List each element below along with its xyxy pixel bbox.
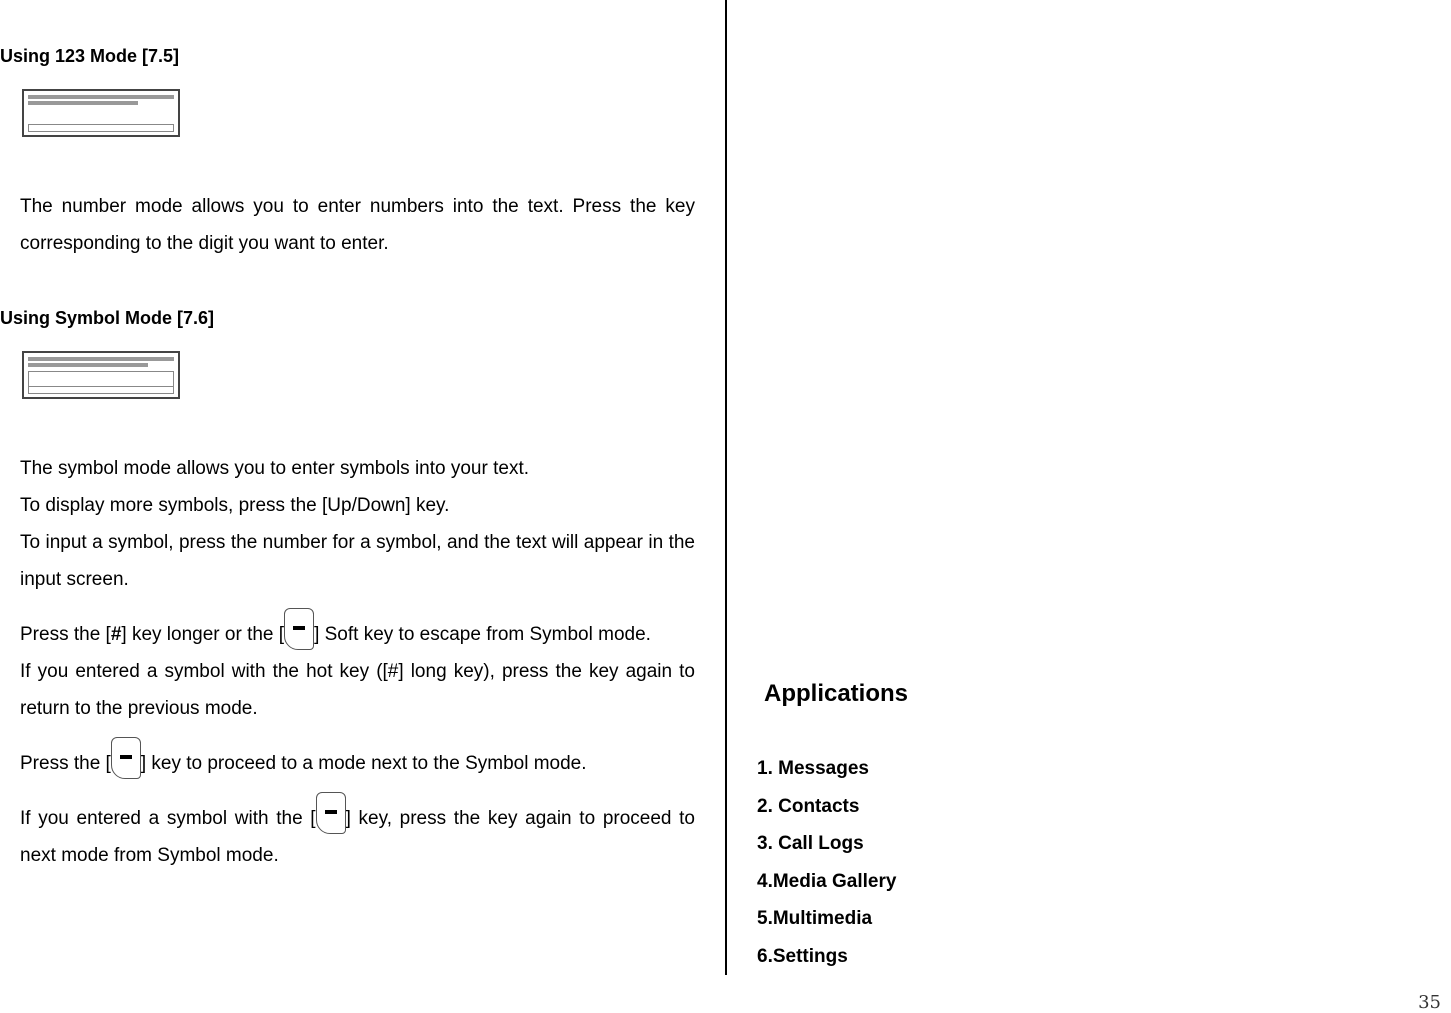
section-123-body xyxy=(20,188,695,262)
screenshot-symbol-mode xyxy=(22,351,180,399)
column-divider xyxy=(725,0,727,975)
soft-key-icon xyxy=(111,737,141,779)
body-paragraph-escape: Press the [#] key longer or the [ ] Soft key to escape from Symbol mode. xyxy=(20,616,695,653)
body-text: The number mode allows you to enter numbers into the text. Press the key corresponding to the digit you want to enter. xyxy=(20,196,695,254)
body-line: The symbol mode allows you to enter symbols into your text. xyxy=(20,458,530,479)
applications-title: Applications xyxy=(764,680,909,707)
soft-key-icon xyxy=(284,608,314,650)
body-paragraph-proceed: If you entered a symbol with the [ ] key, press the key again to proceed to next mode from Symbol mode. xyxy=(20,800,695,874)
list-item: 5.Multimedia xyxy=(757,908,873,930)
list-item: 3. Call Logs xyxy=(757,833,864,855)
page-number: 35 xyxy=(1418,992,1441,1013)
hash-key-label: # xyxy=(110,624,122,645)
body-paragraph: To input a symbol, press the number for a symbol, and the text will appear in the input screen. xyxy=(20,532,695,590)
list-item: 1. Messages xyxy=(757,758,869,779)
soft-key-icon xyxy=(316,792,346,834)
screenshot-123-mode xyxy=(22,89,180,137)
list-item: 6.Settings xyxy=(757,945,848,967)
applications-list xyxy=(757,750,896,976)
section-heading-symbol-mode: Using Symbol Mode [7.6] xyxy=(0,308,215,328)
list-item: 2. Contacts xyxy=(757,795,860,817)
body-paragraph: If you entered a symbol with the hot key ([#] long key), press the key again to return to the previous mode. xyxy=(20,661,695,719)
list-item: 4.Media Gallery xyxy=(757,870,897,892)
section-symbol-body xyxy=(20,450,695,874)
body-paragraph-next-mode: Press the [ ] key to proceed to a mode next to the Symbol mode. xyxy=(20,745,695,782)
body-line: To display more symbols, press the [Up/Down] key. xyxy=(20,495,450,516)
section-heading-123-mode: Using 123 Mode [7.5] xyxy=(0,46,180,66)
